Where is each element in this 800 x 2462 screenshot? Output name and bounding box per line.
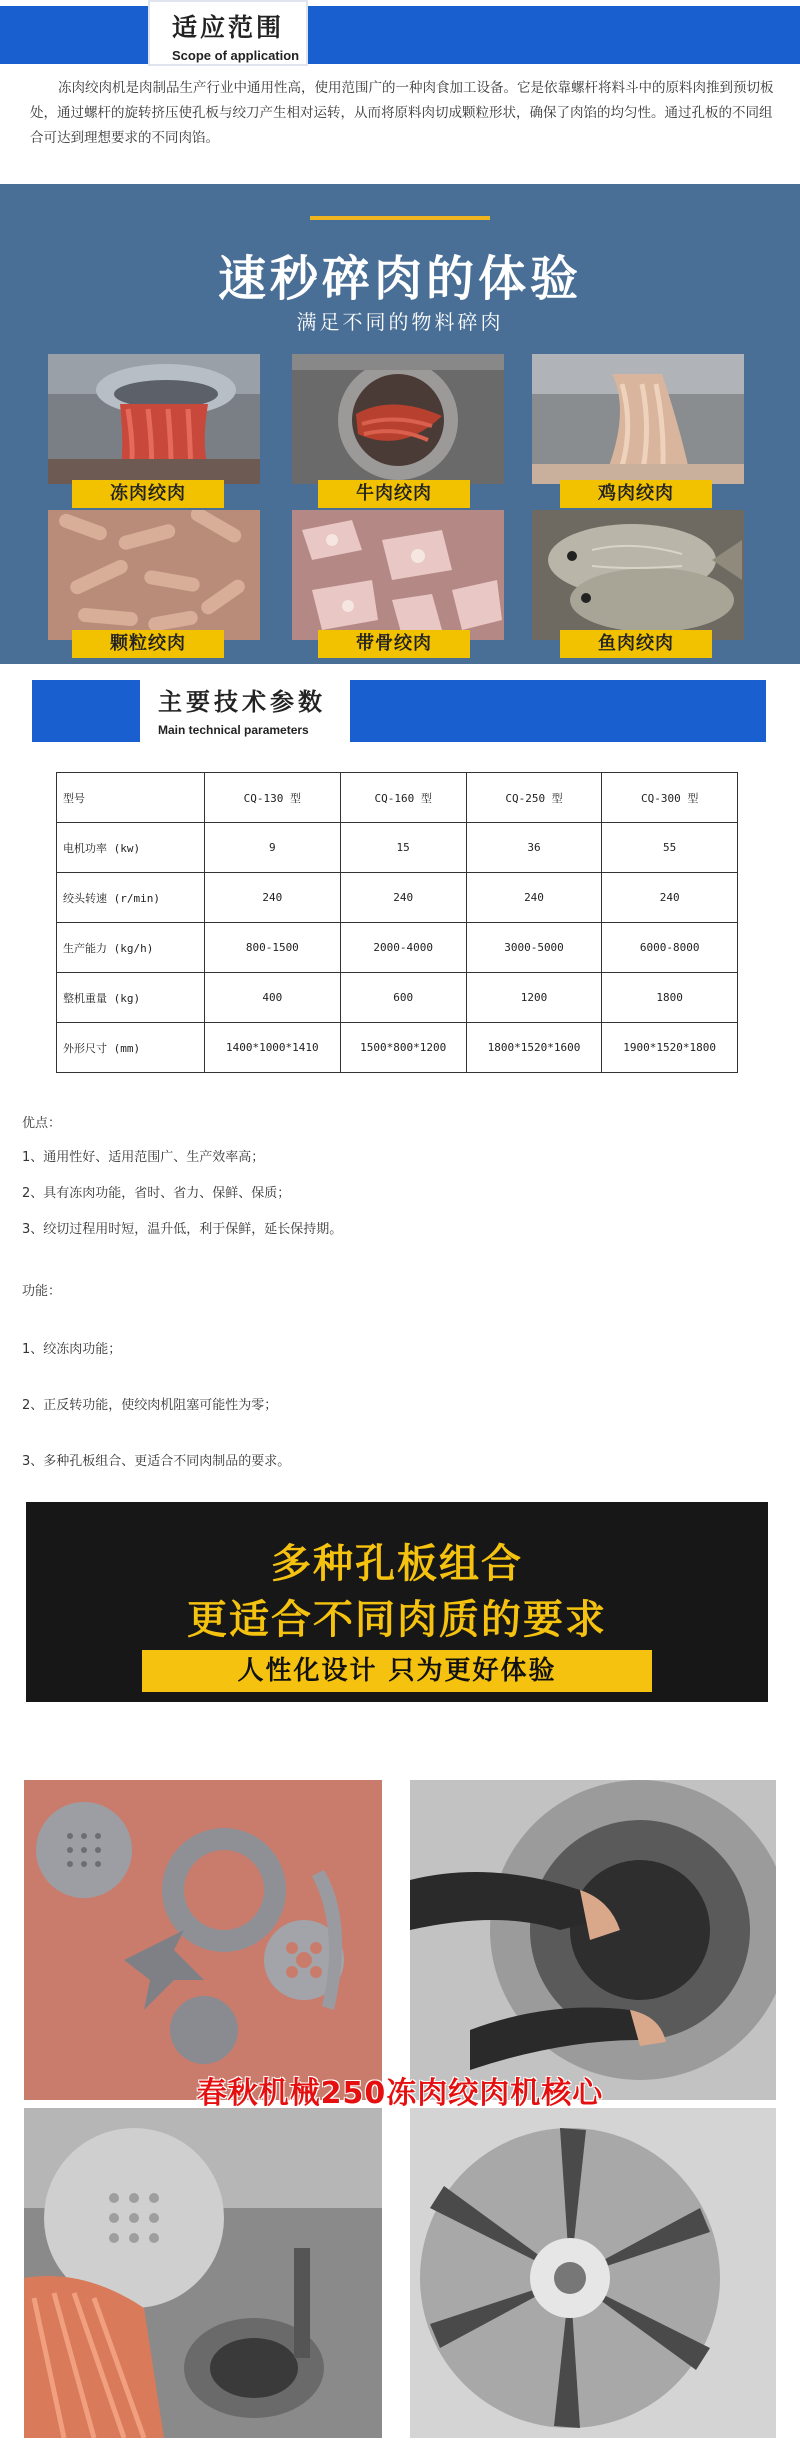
header-cell: 型号 — [57, 773, 205, 823]
tech-header-tab — [140, 672, 350, 744]
label-fish: 鱼肉绞肉 — [560, 630, 712, 658]
photo-fish — [532, 510, 744, 640]
tech-title-en: Main technical parameters — [158, 723, 309, 737]
photo-assembly-hands — [410, 1780, 776, 2100]
label-bone-meat: 带骨绞肉 — [318, 630, 470, 658]
row-label: 整机重量 (kg) — [57, 973, 205, 1023]
promo-pill: 人性化设计 只为更好体验 — [142, 1650, 652, 1692]
photo-blades-plates — [24, 1780, 382, 2100]
experience-subtitle: 满足不同的物料碎肉 — [296, 310, 504, 334]
photo-chicken — [532, 354, 744, 484]
table-cell: 240 — [466, 873, 602, 923]
table-cell: 1200 — [466, 973, 602, 1023]
table-cell: 240 — [205, 873, 341, 923]
experience-title: 速秒碎肉的体验 — [217, 251, 582, 307]
table-cell: 1500*800*1200 — [340, 1023, 466, 1073]
table-cell: 1900*1520*1800 — [602, 1023, 738, 1073]
function-item: 1、绞冻肉功能； — [22, 1342, 122, 1357]
functions-title: 功能： — [22, 1284, 62, 1299]
table-row — [57, 823, 738, 873]
table-cell: 2000-4000 — [340, 923, 466, 973]
gold-divider — [310, 216, 490, 220]
table-cell: 36 — [466, 823, 602, 873]
header-cell: CQ-300 型 — [602, 773, 738, 823]
advantages-title: 优点： — [22, 1116, 62, 1131]
table-cell: 240 — [340, 873, 466, 923]
photo-granular-meat — [48, 510, 260, 640]
table-cell: 600 — [340, 973, 466, 1023]
advantage-item: 3、绞切过程用时短，温升低，利于保鲜，延长保持期。 — [22, 1222, 343, 1237]
advantage-item: 1、通用性好、适用范围广、生产效率高； — [22, 1150, 265, 1165]
function-item: 3、多种孔板组合、更适合不同肉制品的要求。 — [22, 1454, 291, 1469]
table-cell: 1800 — [602, 973, 738, 1023]
tech-title-cn: 主要技术参数 — [158, 687, 326, 716]
label-beef: 牛肉绞肉 — [318, 480, 470, 508]
label-granular-meat: 颗粒绞肉 — [72, 630, 224, 658]
table-cell: 240 — [602, 873, 738, 923]
photo-grinder-output — [24, 2108, 382, 2438]
row-label: 绞头转速 (r/min) — [57, 873, 205, 923]
table-cell: 1800*1520*1600 — [466, 1023, 602, 1073]
params-table — [56, 772, 738, 1073]
scope-header-bar — [0, 6, 800, 64]
row-label: 电机功率 (kw) — [57, 823, 205, 873]
table-cell: 800-1500 — [205, 923, 341, 973]
table-row — [57, 973, 738, 1023]
table-cell: 1400*1000*1410 — [205, 1023, 341, 1073]
promo-headline-1: 多种孔板组合 — [271, 1541, 523, 1587]
scope-header-tab — [148, 0, 308, 66]
table-row — [57, 923, 738, 973]
table-cell: 15 — [340, 823, 466, 873]
bottom-caption: 春秋机械250冻肉绞肉机核心 — [196, 2076, 604, 2111]
label-frozen-meat: 冻肉绞肉 — [72, 480, 224, 508]
photo-blade-closeup — [410, 2108, 776, 2438]
advantage-item: 2、具有冻肉功能，省时、省力、保鲜、保质； — [22, 1186, 291, 1201]
header-cell: CQ-250 型 — [466, 773, 602, 823]
experience-banner — [0, 184, 800, 664]
scope-title-cn: 适应范围 — [172, 13, 285, 42]
table-cell: 3000-5000 — [466, 923, 602, 973]
header-cell: CQ-130 型 — [205, 773, 341, 823]
row-label: 生产能力 (kg/h) — [57, 923, 205, 973]
table-cell: 400 — [205, 973, 341, 1023]
promo-headline-2: 更适合不同肉质的要求 — [187, 1597, 607, 1643]
table-cell: 9 — [205, 823, 341, 873]
row-label: 外形尺寸 (mm) — [57, 1023, 205, 1073]
promo-panel — [26, 1502, 768, 1702]
photo-frozen-meat — [48, 354, 260, 484]
scope-title-en: Scope of application — [172, 48, 300, 63]
photo-beef — [292, 354, 504, 484]
label-chicken: 鸡肉绞肉 — [560, 480, 712, 508]
table-row — [57, 1023, 738, 1073]
function-item: 2、正反转功能，使绞肉机阻塞可能性为零； — [22, 1398, 278, 1413]
photo-bone-meat — [292, 510, 504, 640]
table-cell: 55 — [602, 823, 738, 873]
table-cell: 6000-8000 — [602, 923, 738, 973]
scope-description: 冻肉绞肉机是肉制品生产行业中通用性高，使用范围广的一种肉食加工设备。它是依靠螺杆将料斗中的原料肉推到预切板处，通过螺杆的旋转挤压使孔板与绞刀产生相对运转，从而将原料肉切成颗粒形状，确保了肉馅的均匀性。通过孔板的不同组合可达到理想要求的不同肉馅。 — [30, 80, 774, 146]
table-header-row — [57, 773, 738, 823]
header-cell: CQ-160 型 — [340, 773, 466, 823]
table-row — [57, 873, 738, 923]
